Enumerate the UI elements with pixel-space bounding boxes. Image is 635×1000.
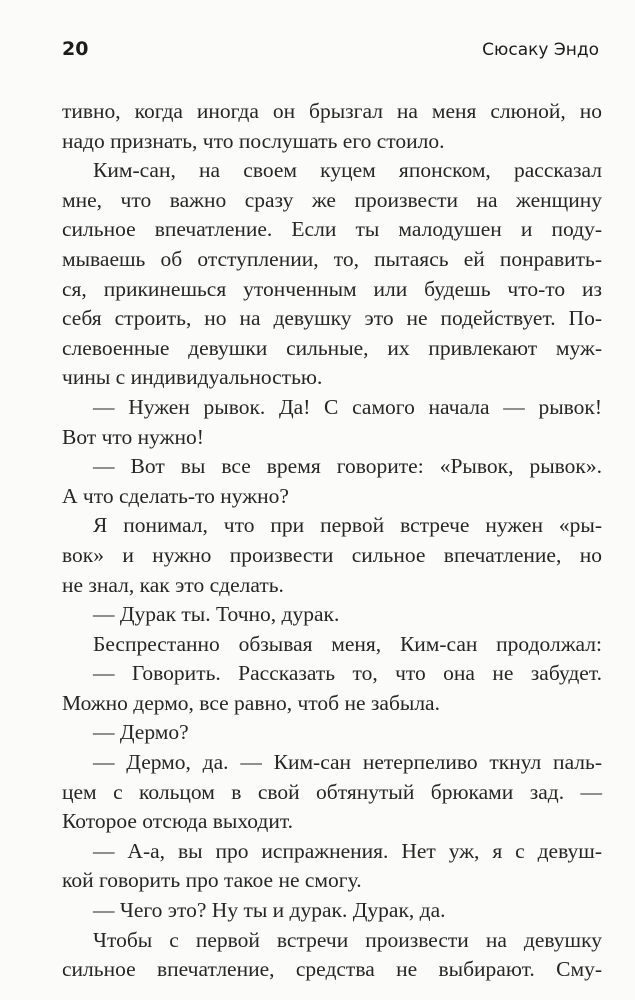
page-header: [62, 38, 599, 68]
page-number: 20: [62, 38, 89, 60]
text-line: мываешь об отступлении, то, пытаясь ей понравить-: [62, 246, 602, 271]
text-line: А что сделать-то нужно?: [62, 483, 289, 508]
text-line: Которое отсюда выходит.: [62, 809, 294, 834]
body-text: [62, 97, 602, 985]
text-line: мне, что важно сразу же произвести на женщину: [62, 187, 602, 212]
text-line: вок» и нужно произвести сильное впечатление, но: [62, 542, 602, 567]
text-line: себя строить, но на девушку это не подействует. По-: [62, 306, 602, 331]
text-line: Можно дермо, все равно, чтоб не забыла.: [62, 690, 440, 715]
text-line: сильное впечатление. Если ты малодушен и поду-: [62, 217, 602, 242]
text-line: сильное впечатление, средства не выбирают. Сму-: [62, 957, 602, 982]
text-line: Чтобы с первой встречи произвести на девушку: [93, 927, 602, 952]
text-line: — Дурак ты. Точно, дурак.: [93, 602, 340, 627]
text-line: — Говорить. Рассказать то, что она не забудет.: [93, 661, 602, 686]
text-line: Вот что нужно!: [62, 424, 204, 449]
text-line: тивно, когда иногда он брызгал на меня слюной, но: [62, 99, 602, 123]
text-line: — Дермо?: [93, 720, 189, 745]
text-line: цем с кольцом в свой обтянутый брюками зад. —: [62, 779, 602, 804]
text-line: надо признать, что послушать его стоило.: [62, 128, 445, 153]
text-line: — Дермо, да. — Ким-сан нетерпеливо ткнул паль-: [93, 750, 602, 775]
text-line: — Чего это? Ну ты и дурак. Дурак, да.: [93, 898, 446, 923]
text-line: — А-а, вы про испражнения. Нет уж, я с девуш-: [93, 838, 602, 863]
text-line: слевоенные девушки сильные, их привлекают муж-: [62, 335, 602, 360]
text-line: Беспрестанно обзывая меня, Ким-сан продолжал:: [93, 631, 602, 656]
text-line: чины с индивидуальностью.: [62, 365, 323, 390]
text-line: — Нужен рывок. Да! С самого начала — рывок!: [93, 394, 602, 419]
text-line: — Вот вы все время говорите: «Рывок, рывок».: [93, 454, 602, 479]
text-line: ся, прикинешься утонченным или будешь что-то из: [62, 276, 602, 301]
text-line: Я понимал, что при первой встрече нужен «ры-: [93, 513, 602, 538]
text-line: не знал, как это сделать.: [62, 572, 284, 597]
text-line: Ким-сан, на своем куцем японском, рассказал: [93, 158, 602, 183]
text-line: кой говорить про такое не смогу.: [62, 868, 362, 893]
running-head-author: Сюсаку Эндо: [482, 40, 599, 60]
